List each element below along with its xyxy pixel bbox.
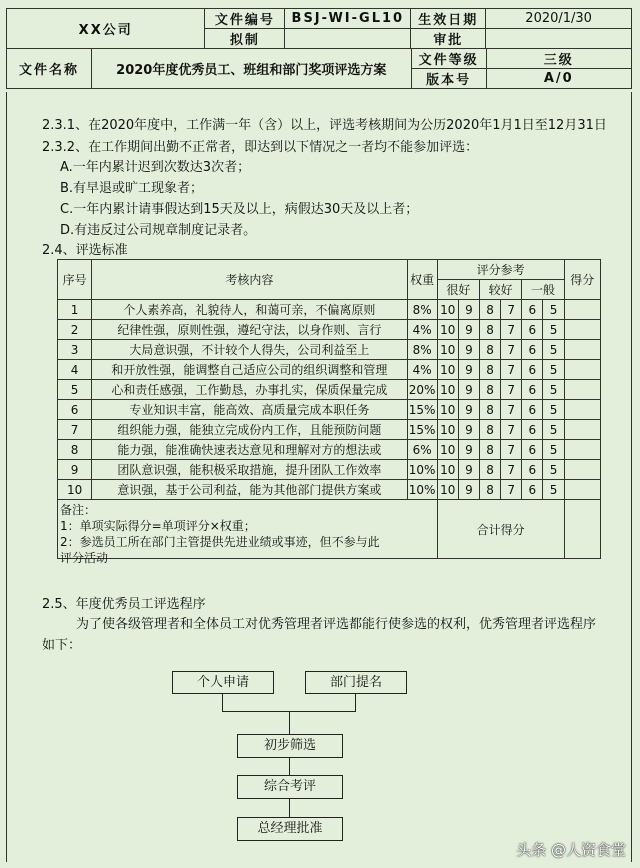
row-score-ref: 10 (437, 300, 458, 320)
col-header-content: 考核内容 (92, 260, 407, 300)
row-weight: 4% (407, 360, 437, 380)
row-weight: 6% (407, 440, 437, 460)
row-score-ref: 9 (458, 320, 479, 340)
table-row (58, 380, 601, 400)
row-score-ref: 9 (458, 340, 479, 360)
row-score-ref: 10 (437, 340, 458, 360)
row-no: 8 (58, 440, 92, 460)
row-score-ref: 8 (479, 480, 500, 500)
table-row (58, 460, 601, 480)
row-score-ref: 10 (437, 480, 458, 500)
flow-box-apply: 个人申请 (172, 671, 274, 694)
version-label: 版本号 (411, 69, 486, 89)
note-1: 1：单项实际得分=单项评分×权重； (60, 519, 256, 533)
flow-connector (289, 757, 290, 775)
flow-connector (289, 711, 290, 734)
row-content: 专业知识丰富，能高效、高质量完成本职任务 (92, 400, 407, 420)
doc-no-value: BSJ-WI-GL10 (285, 9, 411, 29)
col-header-better: 较好 (479, 280, 521, 300)
table-row (58, 420, 601, 440)
row-score-ref: 5 (543, 460, 564, 480)
row-score-ref: 9 (458, 380, 479, 400)
row-content: 意识强，基于公司利益，能为其他部门提供方案或 (92, 480, 407, 500)
row-content: 纪律性强，原则性强，遵纪守法，以身作则、言行 (92, 320, 407, 340)
row-score-ref: 8 (479, 420, 500, 440)
row-score-ref: 7 (501, 380, 522, 400)
row-score-ref: 6 (522, 480, 543, 500)
row-score-ref: 10 (437, 380, 458, 400)
row-score-ref: 10 (437, 320, 458, 340)
row-score-ref: 7 (501, 440, 522, 460)
row-score-ref: 7 (501, 460, 522, 480)
row-score-ref: 6 (522, 420, 543, 440)
row-score-ref: 8 (479, 440, 500, 460)
flow-connector (222, 693, 223, 711)
row-score (564, 340, 600, 360)
row-score-ref: 6 (522, 380, 543, 400)
row-score (564, 440, 600, 460)
row-score (564, 400, 600, 420)
flow-connector (289, 798, 290, 817)
table-row (58, 340, 601, 360)
total-score-value (564, 500, 600, 559)
row-score (564, 320, 600, 340)
table-note (58, 500, 438, 565)
row-score-ref: 5 (543, 340, 564, 360)
note-3: 评分活动 (60, 551, 109, 565)
table-row (58, 440, 601, 460)
row-score-ref: 7 (501, 480, 522, 500)
row-score-ref: 8 (479, 340, 500, 360)
row-no: 1 (58, 300, 92, 320)
col-header-weight: 权重 (407, 260, 437, 300)
row-score-ref: 8 (479, 380, 500, 400)
row-weight: 8% (407, 340, 437, 360)
row-score-ref: 9 (458, 440, 479, 460)
drafted-value (285, 29, 411, 49)
clause-c: C.一年内累计请事假达到15天及以上，病假达30天及以上者； (60, 202, 419, 217)
row-score-ref: 7 (501, 400, 522, 420)
clause-b: B.有早退或旷工现象者； (60, 181, 204, 196)
clause-2-5: 2.5、年度优秀员工评选程序 (42, 597, 206, 612)
approve-value (486, 29, 632, 49)
table-row (58, 400, 601, 420)
row-weight: 20% (407, 380, 437, 400)
row-content: 能力强，能准确快速表达意见和理解对方的想法或 (92, 440, 407, 460)
version-value: A/0 (486, 69, 631, 89)
row-score-ref: 5 (543, 300, 564, 320)
col-header-normal: 一般 (522, 280, 564, 300)
evaluation-table (57, 259, 601, 565)
header-table-2 (6, 48, 632, 89)
row-content: 大局意识强，不计较个人得失，公司利益至上 (92, 340, 407, 360)
doc-name-label: 文件名称 (7, 49, 92, 89)
note-title: 备注： (60, 503, 97, 517)
row-score-ref: 7 (501, 300, 522, 320)
row-score-ref: 5 (543, 420, 564, 440)
row-no: 7 (58, 420, 92, 440)
clause-d: D.有违反过公司规章制度记录者。 (60, 223, 257, 238)
procedure-intro: 为了使各级管理者和全体员工对优秀管理者评选都能行使参选的权利，优秀管理者评选程序 (76, 617, 597, 632)
row-score (564, 300, 600, 320)
row-score-ref: 7 (501, 340, 522, 360)
row-content: 心和责任感强，工作勤恳，办事扎实，保质保量完成 (92, 380, 407, 400)
row-score-ref: 9 (458, 480, 479, 500)
row-no: 10 (58, 480, 92, 500)
table-row (58, 320, 601, 340)
row-score-ref: 8 (479, 400, 500, 420)
row-score-ref: 6 (522, 460, 543, 480)
clause-2-3-1: 2.3.1、在2020年度中，工作满一年（含）以上，评选考核期间为公历2020年1月1日至12月31日 (42, 118, 607, 133)
row-score-ref: 10 (437, 440, 458, 460)
row-score (564, 380, 600, 400)
row-no: 4 (58, 360, 92, 380)
row-score-ref: 5 (543, 360, 564, 380)
row-score (564, 360, 600, 380)
doc-name-value: 2020年度优秀员工、班组和部门奖项评选方案 (91, 49, 411, 89)
row-score-ref: 8 (479, 320, 500, 340)
row-no: 9 (58, 460, 92, 480)
doc-no-label: 文件编号 (205, 9, 285, 29)
watermark: 头条 @人资食堂 (516, 841, 626, 859)
row-score-ref: 8 (479, 300, 500, 320)
row-no: 6 (58, 400, 92, 420)
clause-a: A.一年内累计迟到次数达3次者； (60, 160, 251, 175)
row-weight: 10% (407, 480, 437, 500)
row-score-ref: 5 (543, 320, 564, 340)
drafted-label: 拟制 (205, 29, 285, 49)
flow-box-nominate: 部门提名 (305, 671, 407, 694)
flow-box-screen: 初步筛选 (237, 734, 343, 758)
procedure-intro-cont: 如下： (42, 638, 82, 653)
row-weight: 10% (407, 460, 437, 480)
row-score-ref: 9 (458, 300, 479, 320)
row-score-ref: 6 (522, 440, 543, 460)
header-table (6, 8, 632, 49)
row-score-ref: 10 (437, 360, 458, 380)
row-score-ref: 6 (522, 300, 543, 320)
row-content: 个人素养高，礼貌待人，和蔼可亲，不偏离原则 (92, 300, 407, 320)
note-2: 2：参选员工所在部门主管提供先进业绩或事迹，但不参与此 (60, 535, 380, 549)
row-score-ref: 5 (543, 480, 564, 500)
row-weight: 15% (407, 400, 437, 420)
row-no: 5 (58, 380, 92, 400)
row-score-ref: 6 (522, 340, 543, 360)
col-header-good: 很好 (437, 280, 479, 300)
row-score-ref: 5 (543, 440, 564, 460)
clause-2-4: 2.4、评选标准 (42, 243, 128, 258)
row-score-ref: 9 (458, 460, 479, 480)
row-score-ref: 10 (437, 400, 458, 420)
row-content: 和开放性强，能调整自己适应公司的组织调整和管理 (92, 360, 407, 380)
row-score-ref: 9 (458, 360, 479, 380)
flow-box-approve: 总经理批准 (237, 817, 343, 841)
row-score-ref: 9 (458, 420, 479, 440)
company-name: XX公司 (7, 9, 205, 49)
row-score-ref: 6 (522, 320, 543, 340)
clause-2-3-2: 2.3.2、在工作期间出勤不正常者，即达到以下情况之一者均不能参加评选： (42, 140, 479, 155)
col-header-no: 序号 (58, 260, 92, 300)
row-score-ref: 7 (501, 360, 522, 380)
row-score-ref: 9 (458, 400, 479, 420)
eff-date-label: 生效日期 (411, 9, 486, 29)
col-header-score: 得分 (564, 260, 600, 300)
flow-box-review: 综合考评 (237, 775, 343, 799)
row-score-ref: 8 (479, 360, 500, 380)
row-score-ref: 8 (479, 460, 500, 480)
col-header-ref: 评分参考 (437, 260, 564, 280)
row-score (564, 480, 600, 500)
row-weight: 4% (407, 320, 437, 340)
table-row (58, 360, 601, 380)
row-weight: 15% (407, 420, 437, 440)
row-score (564, 460, 600, 480)
level-label: 文件等级 (411, 49, 486, 69)
row-score-ref: 10 (437, 420, 458, 440)
total-score-label: 合计得分 (437, 500, 564, 559)
row-content: 团队意识强，能积极采取措施，提升团队工作效率 (92, 460, 407, 480)
row-score-ref: 6 (522, 360, 543, 380)
eff-date-value: 2020/1/30 (486, 9, 632, 29)
row-score (564, 420, 600, 440)
row-no: 2 (58, 320, 92, 340)
row-weight: 8% (407, 300, 437, 320)
row-score-ref: 5 (543, 400, 564, 420)
flow-connector (355, 693, 356, 711)
row-no: 3 (58, 340, 92, 360)
row-content: 组织能力强，能独立完成份内工作，且能预防问题 (92, 420, 407, 440)
row-score-ref: 7 (501, 420, 522, 440)
level-value: 三级 (486, 49, 631, 69)
table-row (58, 480, 601, 500)
row-score-ref: 10 (437, 460, 458, 480)
approve-label: 审批 (411, 29, 486, 49)
table-row (58, 300, 601, 320)
row-score-ref: 7 (501, 320, 522, 340)
row-score-ref: 5 (543, 380, 564, 400)
row-score-ref: 6 (522, 400, 543, 420)
